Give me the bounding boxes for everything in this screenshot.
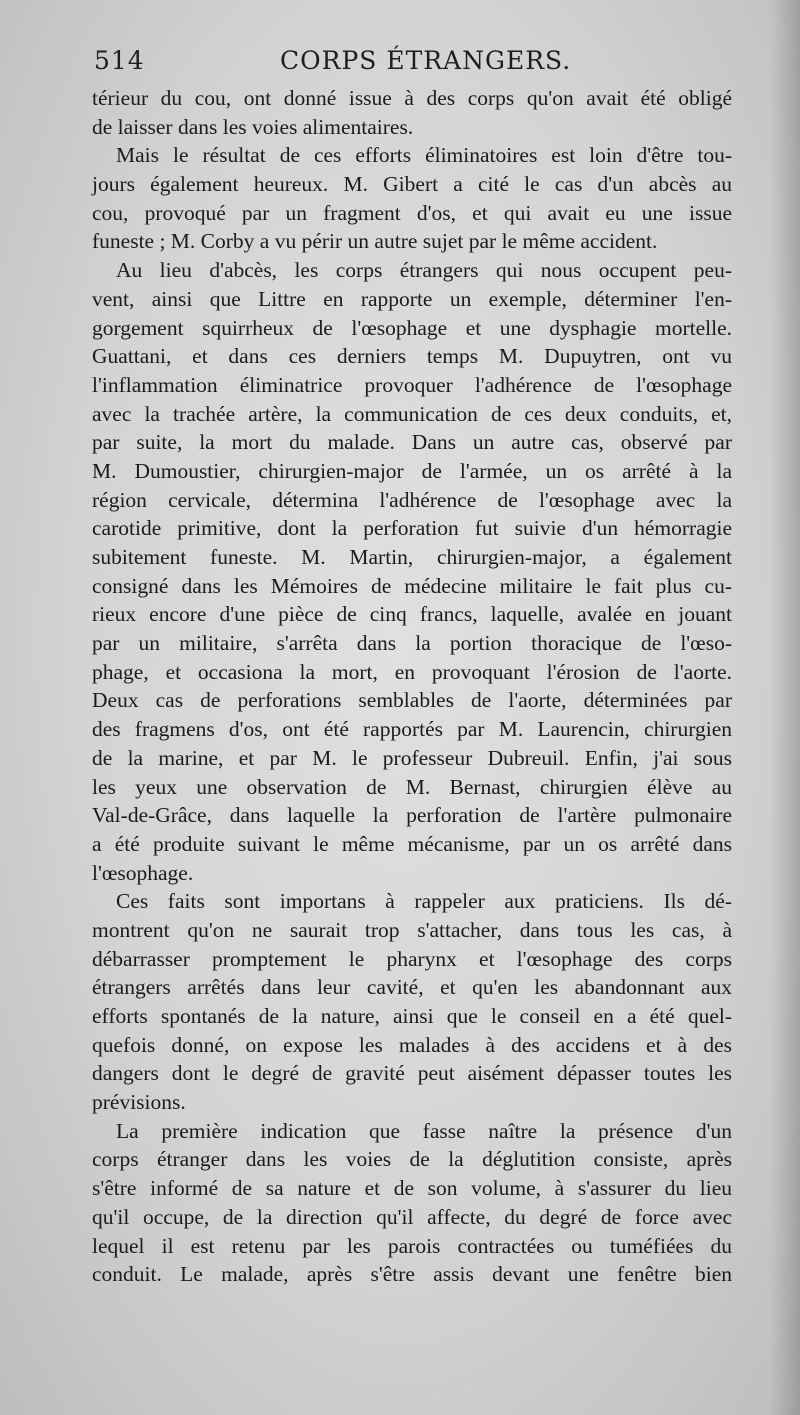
text-line: Mais le résultat de ces efforts éliminatoires est loin d'être tou- (116, 143, 732, 168)
body-text (92, 84, 732, 1289)
text-line: conduit. Le malade, après s'être assis devant une fenêtre bien (92, 1262, 732, 1287)
text-line: l'œsophage. (92, 860, 194, 885)
text-line: consigné dans les Mémoires de médecine militaire le fait plus cu- (92, 573, 732, 598)
text-line: vent, ainsi que Littre en rapporte un exemple, déterminer l'en- (92, 286, 732, 311)
text-line: corps étranger dans les voies de la déglutition consiste, après (92, 1147, 732, 1172)
text-line: quefois donné, on expose les malades à des accidens et à des (92, 1032, 732, 1057)
text-line: étrangers arrêtés dans leur cavité, et qu'en les abandonnant aux (92, 975, 732, 1000)
text-line: dangers dont le degré de gravité peut aisément dépasser toutes les (92, 1061, 732, 1086)
text-line: s'être informé de sa nature et de son volume, à s'assurer du lieu (92, 1176, 732, 1201)
running-title: CORPS ÉTRANGERS. (280, 46, 572, 75)
text-line: carotide primitive, dont la perforation fut suivie d'un hémorragie (92, 516, 732, 541)
page-edge-shadow (770, 0, 800, 1415)
text-line: phage, et occasiona la mort, en provoquant l'érosion de l'aorte. (92, 659, 732, 684)
text-line: Deux cas de perforations semblables de l'aorte, déterminées par (92, 688, 732, 713)
text-line: l'inflammation éliminatrice provoquer l'adhérence de l'œsophage (92, 372, 732, 397)
text-line: subitement funeste. M. Martin, chirurgien-major, a également (92, 545, 732, 569)
text-line: lequel il est retenu par les parois contractées ou tuméfiées du (92, 1233, 732, 1258)
text-line: Au lieu d'abcès, les corps étrangers qui nous occupent peu- (116, 258, 732, 283)
text-line: Val-de-Grâce, dans laquelle la perforation de l'artère pulmonaire (92, 803, 732, 828)
text-line: les yeux une observation de M. Bernast, chirurgien élève au (92, 774, 732, 799)
text-line: funeste ; M. Corby a vu périr un autre sujet par le même accident. (92, 229, 658, 254)
text-line: région cervicale, détermina l'adhérence de l'œsophage avec la (92, 487, 732, 512)
text-line: par suite, la mort du malade. Dans un autre cas, observé par (92, 430, 732, 455)
text-line: des fragmens d'os, ont été rapportés par M. Laurencin, chirurgien (92, 717, 732, 742)
text-line: avec la trachée artère, la communication de ces deux conduits, et, (92, 401, 732, 426)
text-line: La première indication que fasse naître la présence d'un (116, 1118, 732, 1143)
text-line: M. Dumoustier, chirurgien-major de l'armée, un os arrêté à la (92, 458, 732, 483)
text-line: cou, provoqué par un fragment d'os, et qui avait eu une issue (92, 200, 732, 225)
page-header (94, 46, 734, 82)
page-number: 514 (94, 46, 145, 75)
text-line: jours également heureux. M. Gibert a cité le cas d'un abcès au (92, 172, 732, 197)
text-line: qu'il occupe, de la direction qu'il affecte, du degré de force avec (92, 1204, 732, 1229)
text-line: rieux encore d'une pièce de cinq francs, laquelle, avalée en jouant (92, 602, 732, 627)
text-line: Guattani, et dans ces derniers temps M. Dupuytren, ont vu (92, 344, 732, 369)
text-line: montrent qu'on ne saurait trop s'attacher, dans tous les cas, à (92, 917, 732, 942)
text-line: Ces faits sont importans à rappeler aux praticiens. Ils dé- (116, 889, 732, 914)
text-line: par un militaire, s'arrêta dans la portion thoracique de l'œso- (92, 631, 732, 656)
text-line: gorgement squirrheux de l'œsophage et une dysphagie mortelle. (92, 315, 732, 340)
text-line: de la marine, et par M. le professeur Dubreuil. Enfin, j'ai sous (92, 745, 732, 770)
text-line: térieur du cou, ont donné issue à des corps qu'on avait été obligé (92, 86, 732, 110)
text-line: efforts spontanés de la nature, ainsi que le conseil en a été quel- (92, 1004, 732, 1028)
text-line: a été produite suivant le même mécanisme, par un os arrêté dans (92, 831, 732, 856)
text-line: prévisions. (92, 1090, 186, 1115)
text-line: débarrasser promptement le pharynx et l'œsophage des corps (92, 946, 732, 971)
text-line: de laisser dans les voies alimentaires. (92, 114, 414, 139)
